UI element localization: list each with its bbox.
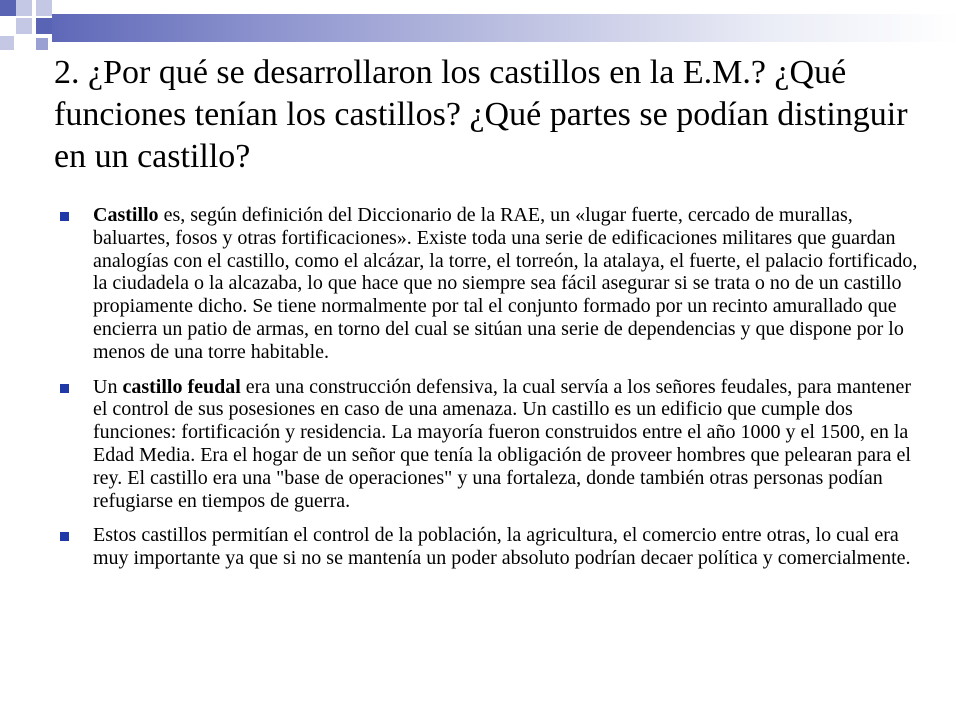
decorative-square — [36, 18, 52, 34]
decorative-square — [16, 0, 32, 16]
bullet-text: Estos castillos permitían el control de la población, la agricultura, el comercio entre otras, lo cual era muy importante ya que si no se mantenía un poder absoluto podrían decaer política y comercialmente. — [93, 524, 911, 570]
header-gradient-bar — [52, 14, 960, 42]
bullet-text: es, según definición del Diccionario de la RAE, un «lugar fuerte, cercado de murallas, baluartes, fosos y otras fortificaciones». Existe toda una serie de edificaciones militares que guardan analogías con el castillo, como el alcázar, la torre, el torreón, la atalaya, el fuerte, el palacio fortificado, la ciudadela o la alcazaba, lo que hace que no siempre sea fácil asegurar si se trata o no de un castillo propiamente dicho. Se tiene normalmente por tal el conjunto formado por un recinto amurallado que encierra un patio de armas, en torno del cual se sitúan una serie de dependencias y que dispone por lo menos de una torre habitable. — [93, 204, 918, 363]
bullet-list — [58, 204, 918, 582]
list-item — [58, 204, 918, 364]
decorative-square — [36, 38, 48, 50]
decorative-square — [16, 18, 32, 34]
slide-title: 2. ¿Por qué se desarrollaron los castillos en la E.M.? ¿Qué funciones tenían los castillos? ¿Qué partes se podían distinguir en un castillo? — [54, 54, 908, 175]
bullet-square-icon — [60, 212, 69, 221]
decorative-square — [0, 0, 16, 16]
decorative-square — [0, 36, 14, 50]
bullet-lead: Un — [93, 375, 123, 398]
bullet-square-icon — [60, 384, 69, 393]
bullet-text: era una construcción defensiva, la cual servía a los señores feudales, para mantener el control de sus posesiones en caso de una amenaza. Un castillo es un edificio que cumple dos funciones: fortificación y residencia. La mayoría fueron construidos entre el año 1000 y el 1500, en la Edad Media. Era el hogar de un señor que tenía la obligación de proveer hombres que pelearan para el rey. El castillo era una "base de operaciones" y una fortaleza, donde también otras personas podían refugiarse en tiempos de guerra. — [93, 375, 912, 512]
bold-term: castillo feudal — [122, 375, 241, 398]
list-item — [58, 524, 918, 570]
decorative-square — [36, 0, 52, 16]
bold-term: Castillo — [93, 204, 159, 226]
bullet-square-icon — [60, 532, 69, 541]
list-item — [58, 376, 918, 513]
